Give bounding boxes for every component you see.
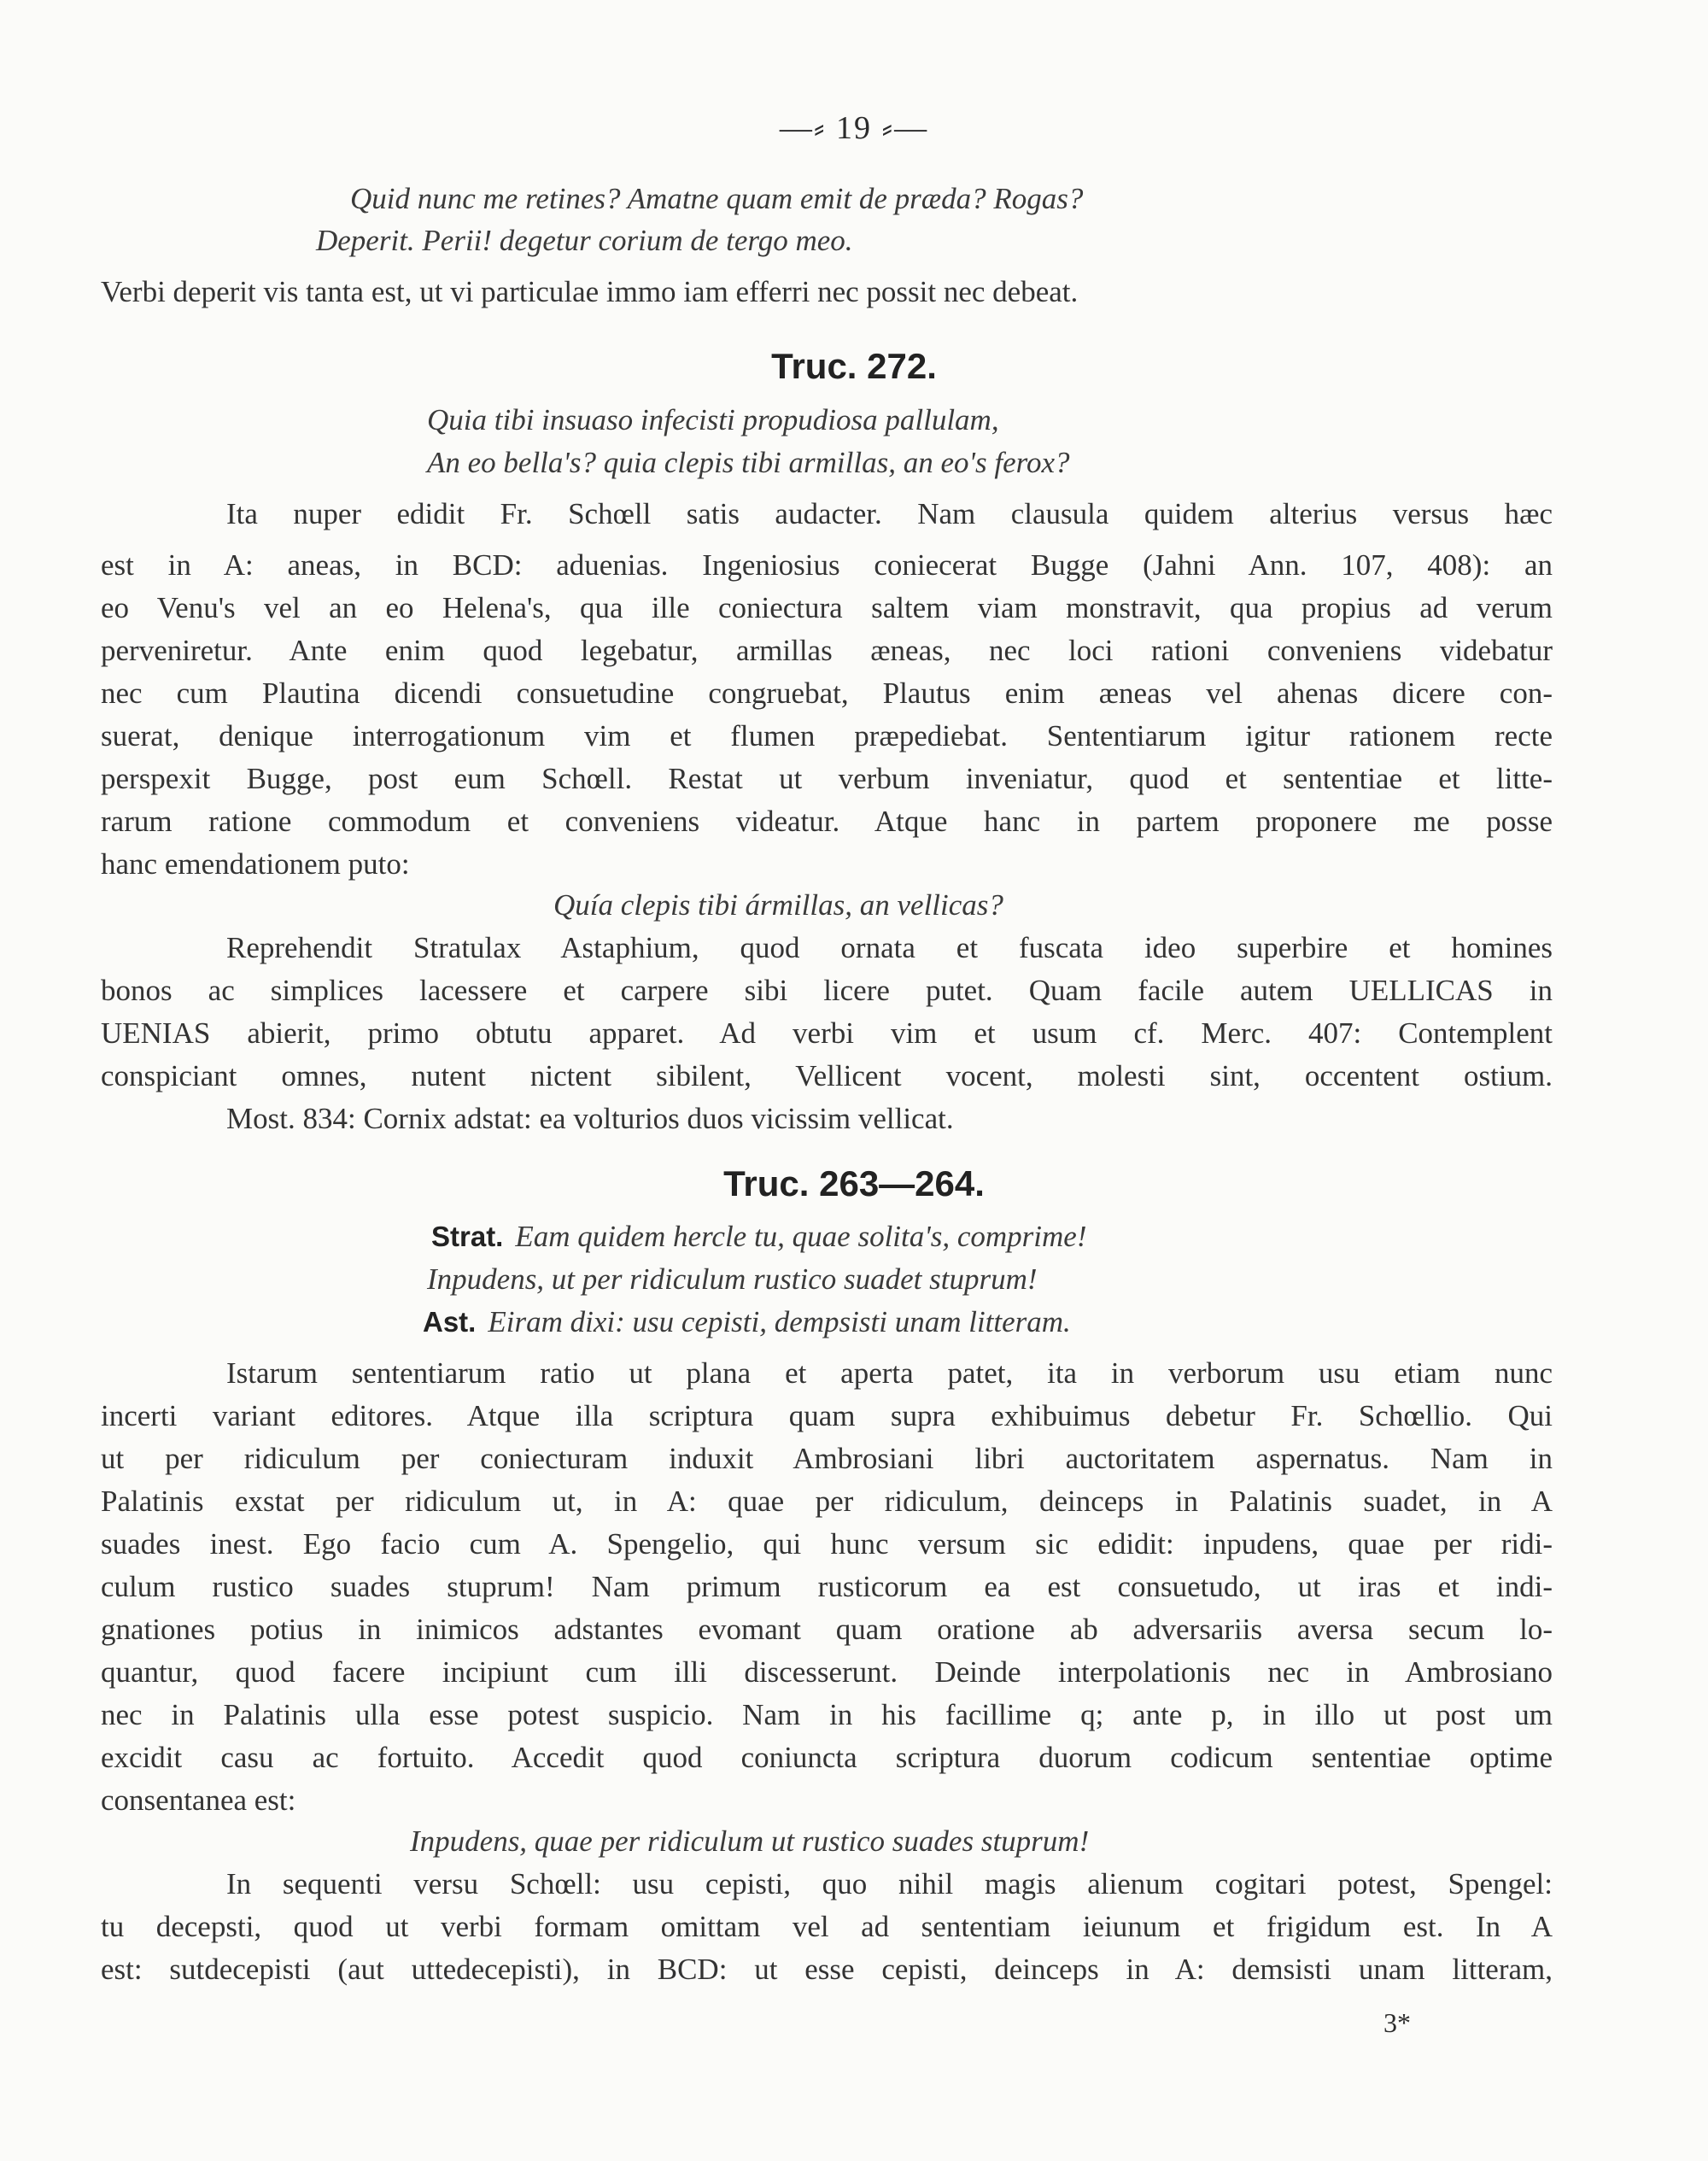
text-line: consentanea est:	[101, 1783, 296, 1817]
speaker-label: Strat.	[431, 1221, 504, 1252]
text-line: perveniretur. Ante enim quod legebatur, armillas æneas, nec loci rationi conveniens videbatur	[101, 634, 1553, 667]
section-heading: Truc. 272.	[771, 346, 937, 386]
verse-line: Deperit. Perii! degetur corium de tergo meo.	[316, 224, 853, 257]
text-line: suades inest. Ego facio cum A. Spengelio, qui hunc versum sic edidit: inpudens, quae per ridi-	[101, 1527, 1553, 1561]
text-line: Palatinis exstat per ridiculum ut, in A: quae per ridiculum, deinceps in Palatinis suadet, in A	[101, 1485, 1553, 1518]
text-line: UENIAS abierit, primo obtutu apparet. Ad verbi vim et usum cf. Merc. 407: Contemplent	[101, 1016, 1553, 1050]
text-line: gnationes potius in inimicos adstantes evomant quam oratione ab adversariis aversa secum lo-	[101, 1613, 1553, 1646]
text-line: hanc emendationem puto:	[101, 847, 410, 881]
verse-line: An eo bella's? quia clepis tibi armillas, an eo's ferox?	[427, 446, 1070, 479]
text-line: excidit casu ac fortuito. Accedit quod coniuncta scriptura duorum codicum sententiae optime	[101, 1741, 1553, 1774]
verse-text: Eiram dixi: usu cepisti, dempsisti unam litteram.	[488, 1305, 1071, 1338]
text-line: est: sutdecepisti (aut uttedecepisti), in BCD: ut esse cepisti, deinceps in A: demsisti unam litteram,	[101, 1953, 1553, 1986]
text-line: In sequenti versu Schœll: usu cepisti, quo nihil magis alienum cogitari potest, Spengel:	[226, 1867, 1553, 1900]
page-number: —⸗ 19 ⸗—	[779, 110, 929, 146]
text-line: Istarum sententiarum ratio ut plana et aperta patet, ita in verborum usu etiam nunc	[226, 1356, 1553, 1390]
text-line: ut per ridiculum per coniecturam induxit Ambrosiani libri auctoritatem aspernatus. Nam in	[101, 1442, 1553, 1475]
text-line: tu decepsti, quod ut verbi formam omittam vel ad sententiam ieiunum et frigidum est. In A	[101, 1910, 1553, 1943]
text-line: rarum ratione commodum et conveniens videatur. Atque hanc in partem proponere me posse	[101, 805, 1553, 838]
text-line: nec in Palatinis ulla esse potest suspicio. Nam in his facillime q; ante p, in illo ut post um	[101, 1698, 1553, 1731]
text-line: Ita nuper edidit Fr. Schœll satis audacter. Nam clausula quidem alterius versus hæc	[226, 497, 1553, 530]
text-line: Reprehendit Stratulax Astaphium, quod ornata et fuscata ideo superbire et homines	[226, 931, 1553, 964]
verse-line: Quid nunc me retines? Amatne quam emit de præda? Rogas?	[350, 182, 1084, 215]
text-line: Verbi deperit vis tanta est, ut vi particulae immo iam efferri nec possit nec debeat.	[101, 275, 1079, 308]
text-line: eo Venu's vel an eo Helena's, qua ille coniectura saltem viam monstravit, qua propius ad verum	[101, 591, 1553, 624]
verse-line: Inpudens, quae per ridiculum ut rustico suades stuprum!	[410, 1824, 1090, 1858]
text-line: bonos ac simplices lacessere et carpere sibi licere putet. Quam facile autem UELLICAS in	[101, 974, 1553, 1007]
verse-line: Inpudens, ut per ridiculum rustico suadet stuprum!	[427, 1262, 1038, 1296]
verse-line: Quía clepis tibi ármillas, an vellicas?	[553, 888, 1003, 922]
text-line: est in A: aneas, in BCD: aduenias. Ingeniosius coniecerat Bugge (Jahni Ann. 107, 408): an	[101, 548, 1553, 582]
text-line: nec cum Plautina dicendi consuetudine congruebat, Plautus enim æneas vel ahenas dicere con-	[101, 676, 1553, 710]
verse-line	[423, 1305, 1071, 1339]
text-line: quantur, quod facere incipiunt cum illi discesserunt. Deinde interpolationis nec in Ambrosiano	[101, 1655, 1553, 1689]
text-line: incerti variant editores. Atque illa scriptura quam supra exhibuimus debetur Fr. Schœllio. Qui	[101, 1399, 1553, 1432]
text-line: culum rustico suades stuprum! Nam primum rusticorum ea est consuetudo, ut iras et indi-	[101, 1570, 1553, 1603]
signature-mark: 3*	[1383, 2007, 1411, 2038]
speaker-label: Ast.	[423, 1306, 477, 1338]
text-line: perspexit Bugge, post eum Schœll. Restat ut verbum inveniatur, quod et sententiae et litte-	[101, 762, 1553, 795]
text-line: Most. 834: Cornix adstat: ea volturios duos vicissim vellicat.	[226, 1102, 954, 1135]
verse-line	[431, 1220, 1086, 1254]
verse-line: Quia tibi insuaso infecisti propudiosa pallulam,	[427, 403, 999, 436]
text-line: conspiciant omnes, nutent nictent sibilent, Vellicent vocent, molesti sint, occentent ostium.	[101, 1059, 1553, 1092]
verse-text: Eam quidem hercle tu, quae solita's, comprime!	[515, 1220, 1087, 1253]
text-line: suerat, denique interrogationum vim et flumen præpediebat. Sententiarum igitur rationem recte	[101, 719, 1553, 753]
section-heading: Truc. 263—264.	[723, 1163, 985, 1203]
